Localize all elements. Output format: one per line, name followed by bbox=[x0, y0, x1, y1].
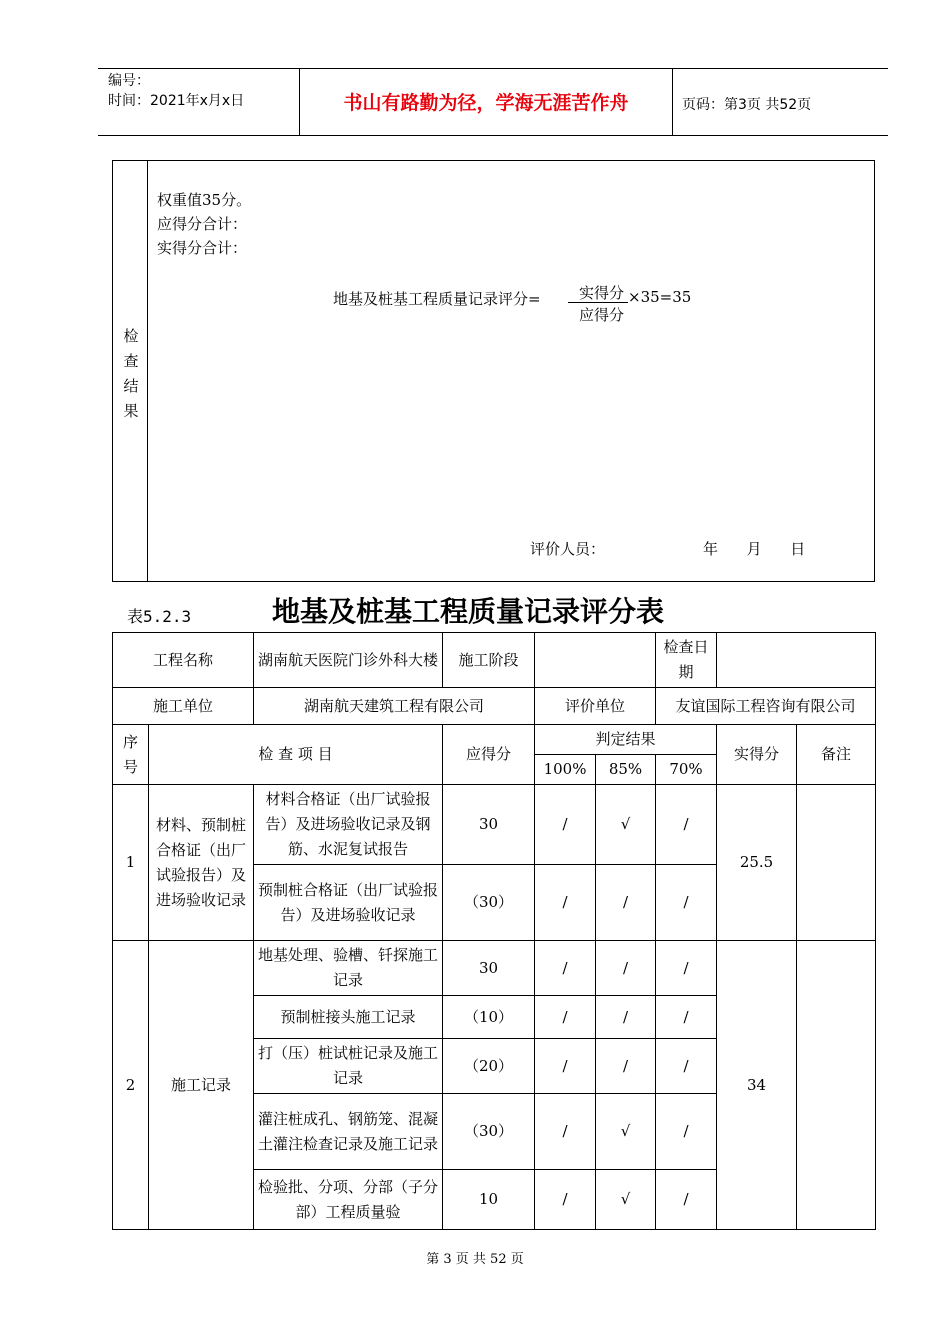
item-p70: / bbox=[656, 996, 717, 1039]
project-name-value: 湖南航天医院门诊外科大楼 bbox=[254, 633, 443, 688]
item-p70: / bbox=[656, 865, 717, 941]
item-p100: / bbox=[535, 1094, 596, 1170]
group-remark bbox=[797, 785, 876, 941]
col-p100: 100% bbox=[535, 755, 596, 785]
item-p85: / bbox=[596, 1039, 656, 1094]
stage-label: 施工阶段 bbox=[443, 633, 535, 688]
item-should: 30 bbox=[443, 941, 535, 996]
date-label: 检查日期 bbox=[656, 633, 717, 688]
item-p85: √ bbox=[596, 1170, 656, 1230]
evaluation-date: 年 月 日 bbox=[703, 540, 806, 558]
header-divider-right bbox=[672, 68, 673, 136]
evaluator-unit-value: 友谊国际工程咨询有限公司 bbox=[656, 688, 876, 725]
builder-value: 湖南航天建筑工程有限公司 bbox=[254, 688, 535, 725]
item-name: 材料合格证（出厂试验报告）及进场验收记录及钢筋、水泥复试报告 bbox=[254, 785, 443, 865]
group-remark bbox=[797, 941, 876, 1230]
stage-value bbox=[535, 633, 656, 688]
group-actual: 25.5 bbox=[717, 785, 797, 941]
item-p85: / bbox=[596, 865, 656, 941]
header-time-label: 时间：2021年x月x日 bbox=[108, 93, 245, 109]
side-char: 果 bbox=[123, 402, 139, 420]
group-actual: 34 bbox=[717, 941, 797, 1230]
item-p70: / bbox=[656, 1170, 717, 1230]
side-char: 结 bbox=[123, 377, 139, 395]
group-name: 材料、预制桩合格证（出厂试验报告）及进场验收记录 bbox=[149, 785, 254, 941]
result-box-divider bbox=[147, 160, 148, 582]
header-top-rule bbox=[98, 68, 888, 69]
col-judge: 判定结果 bbox=[535, 725, 717, 755]
score-table bbox=[112, 632, 876, 1230]
col-no: 序号 bbox=[113, 725, 149, 785]
col-should: 应得分 bbox=[443, 725, 535, 785]
info-row-1 bbox=[113, 633, 876, 688]
group-name: 施工记录 bbox=[149, 941, 254, 1230]
item-should: （30） bbox=[443, 1094, 535, 1170]
item-p85: / bbox=[596, 941, 656, 996]
item-p100: / bbox=[535, 1170, 596, 1230]
col-remark: 备注 bbox=[797, 725, 876, 785]
item-name: 预制桩合格证（出厂试验报告）及进场验收记录 bbox=[254, 865, 443, 941]
header-motto: 书山有路勤为径，学海无涯苦作舟 bbox=[343, 92, 629, 114]
weight-text: 权重值35分。 bbox=[157, 191, 252, 209]
result-side-label bbox=[122, 324, 140, 424]
builder-label: 施工单位 bbox=[113, 688, 254, 725]
header-bottom-rule bbox=[98, 135, 888, 136]
col-item: 检 查 项 目 bbox=[149, 725, 443, 785]
item-should: 10 bbox=[443, 1170, 535, 1230]
item-should: 30 bbox=[443, 785, 535, 865]
fraction-bar bbox=[568, 302, 628, 303]
formula-denominator: 应得分 bbox=[579, 306, 625, 324]
item-name: 灌注桩成孔、钢筋笼、混凝土灌注检查记录及施工记录 bbox=[254, 1094, 443, 1170]
item-p100: / bbox=[535, 865, 596, 941]
page-footer: 第 3 页 共 52 页 bbox=[426, 1252, 524, 1267]
item-should: （10） bbox=[443, 996, 535, 1039]
evaluator-label: 评价人员： bbox=[530, 540, 606, 558]
col-p70: 70% bbox=[656, 755, 717, 785]
item-name: 预制桩接头施工记录 bbox=[254, 996, 443, 1039]
item-p100: / bbox=[535, 785, 596, 865]
table-title: 地基及桩基工程质量记录评分表 bbox=[272, 595, 665, 628]
formula-prefix: 地基及桩基工程质量记录评分= bbox=[333, 290, 541, 308]
item-p85: √ bbox=[596, 785, 656, 865]
table-row bbox=[113, 941, 876, 996]
header-number-label: 编号： bbox=[108, 73, 150, 89]
item-should: （30） bbox=[443, 865, 535, 941]
item-p100: / bbox=[535, 941, 596, 996]
item-p100: / bbox=[535, 996, 596, 1039]
actual-total-text: 实得分合计： bbox=[157, 239, 248, 257]
item-p85: / bbox=[596, 996, 656, 1039]
project-name-label: 工程名称 bbox=[113, 633, 254, 688]
side-char: 查 bbox=[123, 352, 139, 370]
side-char: 检 bbox=[123, 327, 139, 345]
item-p70: / bbox=[656, 1039, 717, 1094]
group-no: 1 bbox=[113, 785, 149, 941]
table-row bbox=[113, 785, 876, 865]
group-no: 2 bbox=[113, 941, 149, 1230]
item-p70: / bbox=[656, 941, 717, 996]
item-name: 检验批、分项、分部（子分部）工程质量验 bbox=[254, 1170, 443, 1230]
evaluator-unit-label: 评价单位 bbox=[535, 688, 656, 725]
formula-numerator: 实得分 bbox=[579, 284, 625, 302]
item-name: 地基处理、验槽、钎探施工记录 bbox=[254, 941, 443, 996]
item-p70: / bbox=[656, 1094, 717, 1170]
table-number: 表5.2.3 bbox=[127, 607, 192, 626]
info-row-2 bbox=[113, 688, 876, 725]
item-p70: / bbox=[656, 785, 717, 865]
should-total-text: 应得分合计： bbox=[157, 215, 248, 233]
item-p85: √ bbox=[596, 1094, 656, 1170]
column-header-row-1 bbox=[113, 725, 876, 755]
col-actual: 实得分 bbox=[717, 725, 797, 785]
item-should: （20） bbox=[443, 1039, 535, 1094]
header-page-label: 页码：第3页 共52页 bbox=[682, 97, 812, 113]
col-p85: 85% bbox=[596, 755, 656, 785]
date-value bbox=[717, 633, 876, 688]
item-name: 打（压）桩试桩记录及施工记录 bbox=[254, 1039, 443, 1094]
item-p100: / bbox=[535, 1039, 596, 1094]
formula-suffix: ×35=35 bbox=[628, 288, 692, 306]
result-notes bbox=[157, 188, 251, 260]
